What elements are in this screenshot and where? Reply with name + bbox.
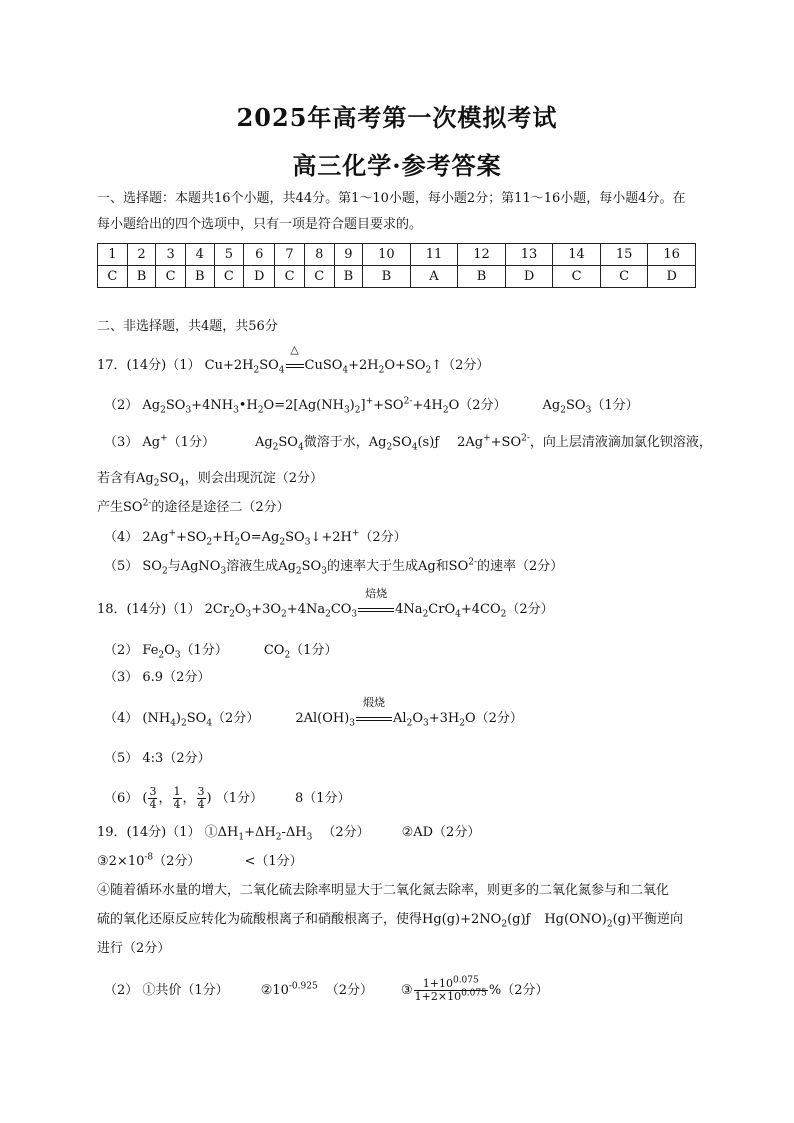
q18-part4: （4） $(NH_4)_2SO_4(2$分） $2Al(OH)_3$ 煅烧 $Al_2O_3+3H_2O(2$分） <box>104 696 523 729</box>
table-cell: C <box>156 266 186 288</box>
table-cell: C <box>304 266 334 288</box>
q19-part2: （2） ①共价（1分） $②10^{-0.925}$ （2分） ③ $\frac{1+10^{0.075}}{1+2\times 10^{0.075}}$ %（2分） <box>104 975 549 1003</box>
table-cell: 11 <box>410 244 458 266</box>
table-cell: 13 <box>505 244 553 266</box>
fraction: $\frac{3}{4}$ <box>197 785 205 811</box>
table-row-numbers <box>98 244 696 266</box>
q19-part1: 19．(14分)（1） $①\Delta H_1+\Delta H_2-\Delta H_3$ （2分） ②AD（2分） <box>97 825 481 843</box>
q18-part1: 18．(14分)（1） $2Cr_2O_3+3O_2+4Na_2CO_3$ 焙烧 $4Na_2CrO_4+4CO_2(2$分） <box>97 587 554 620</box>
table-cell: C <box>600 266 648 288</box>
table-cell: B <box>363 266 411 288</box>
q17-part5: （5） $SO_2$与AgNO$_3$溶液生成$Ag_2SO_3$的速率大于生成Ag和$SO^{2-}$的速率（2分） <box>104 557 564 577</box>
q18-part3: （3） 6.9（2分） <box>104 670 211 685</box>
q19-part1-explanation-line2: 硫的氧化还原反应转化为硫酸根离子和硝酸根离子，使得$Hg(g)+2NO_2(g)ƒ$ $Hg(ONO)_2(g)$平衡逆向 <box>97 912 684 930</box>
section1-instructions-line1: 一、选择题：本题共16个小题，共44分。第1～10小题，每小题2分；第11～16小题，每小题4分。在 <box>97 191 686 206</box>
table-cell: 8 <box>304 244 334 266</box>
q17-part4: （4） $2Ag^++SO_2+H_2O=Ag_2SO_3↓+2H^+(2$分） <box>104 528 407 548</box>
section2-heading: 二、非选择题，共4题，共56分 <box>97 319 278 334</box>
table-cell: 4 <box>185 244 214 266</box>
fraction: $\frac{3}{4}$ <box>149 785 157 811</box>
table-cell: C <box>98 266 128 288</box>
table-cell: 15 <box>600 244 648 266</box>
table-cell: B <box>334 266 363 288</box>
table-cell: A <box>410 266 458 288</box>
table-cell: 1 <box>98 244 128 266</box>
table-cell: 9 <box>334 244 363 266</box>
table-cell: 12 <box>458 244 506 266</box>
table-cell: C <box>275 266 305 288</box>
table-cell: B <box>127 266 156 288</box>
table-cell: D <box>505 266 553 288</box>
q18-part6: （6） ( $\frac{3}{4}$ ， $\frac{1}{4}$ ， $\frac{3}{4}$ ) （1分） 8（1分） <box>104 785 351 811</box>
table-cell: 16 <box>648 244 696 266</box>
table-cell: 10 <box>363 244 411 266</box>
table-cell: B <box>185 266 214 288</box>
table-cell: B <box>458 266 506 288</box>
answer-table <box>97 243 696 288</box>
table-cell: 14 <box>553 244 601 266</box>
q17-part3-line3: 产生$SO^{2-}$的途径是途径二（2分） <box>97 498 290 515</box>
q17-part2: （2） $Ag_2SO_3+4NH_3•H_2O=2[Ag(NH_3)_2]^++SO^{2-}+4H_2O(2$分） $Ag_2SO_3(1$分） <box>104 396 639 416</box>
table-cell: D <box>648 266 696 288</box>
q19-part1-explanation-line3: 进行（2分） <box>97 941 171 956</box>
table-cell: 3 <box>156 244 186 266</box>
table-cell: C <box>214 266 244 288</box>
q19-part1-line2: $③2\times 10^{-8}(2$分） <（1分） <box>97 852 303 869</box>
fraction: $\frac{1}{4}$ <box>173 785 181 811</box>
q17-part1: 17．(14分)（1） $Cu+2H_2SO_4$ △ $CuSO_4+2H_2O+SO_2↑(2$分） <box>97 343 490 376</box>
exam-title: 2025年高考第一次模拟考试 <box>236 103 558 132</box>
section1-instructions-line2: 每小题给出的四个选项中，只有一项是符合题目要求的。 <box>97 217 423 232</box>
exam-subtitle: 高三化学·参考答案 <box>292 151 502 180</box>
roast-condition: 焙烧 <box>358 601 394 619</box>
q17-part3-line2: 若含有$Ag_2SO_4$，则会出现沉淀（2分） <box>97 471 324 489</box>
table-cell: D <box>244 266 275 288</box>
heat-condition: △ <box>286 357 304 375</box>
table-cell: 2 <box>127 244 156 266</box>
fraction: $\frac{1+10^{0.075}}{1+2\times 10^{0.075}}$ <box>414 975 487 1003</box>
table-row-answers <box>98 266 696 288</box>
table-cell: 6 <box>244 244 275 266</box>
table-cell: C <box>553 266 601 288</box>
q18-part2: （2） $Fe_2O_3(1$分） $CO_2(1$分） <box>104 643 338 661</box>
q17-part3: （3） Ag+（1分） $Ag_2SO_4$微溶于水，$Ag_2SO_4(s)ƒ$ $2Ag^++SO^{2-}$，向上层清液滴加氯化钡溶液， <box>104 433 712 453</box>
q19-part1-explanation-line1: ④随着循环水量的增大，二氧化硫去除率明显大于二氧化氮去除率，则更多的二氧化氮参与和二氧化 <box>97 883 670 898</box>
q18-part5: （5） 4:3（2分） <box>104 751 211 766</box>
calcine-condition: 煅烧 <box>356 710 392 728</box>
table-cell: 7 <box>275 244 305 266</box>
table-cell: 5 <box>214 244 244 266</box>
